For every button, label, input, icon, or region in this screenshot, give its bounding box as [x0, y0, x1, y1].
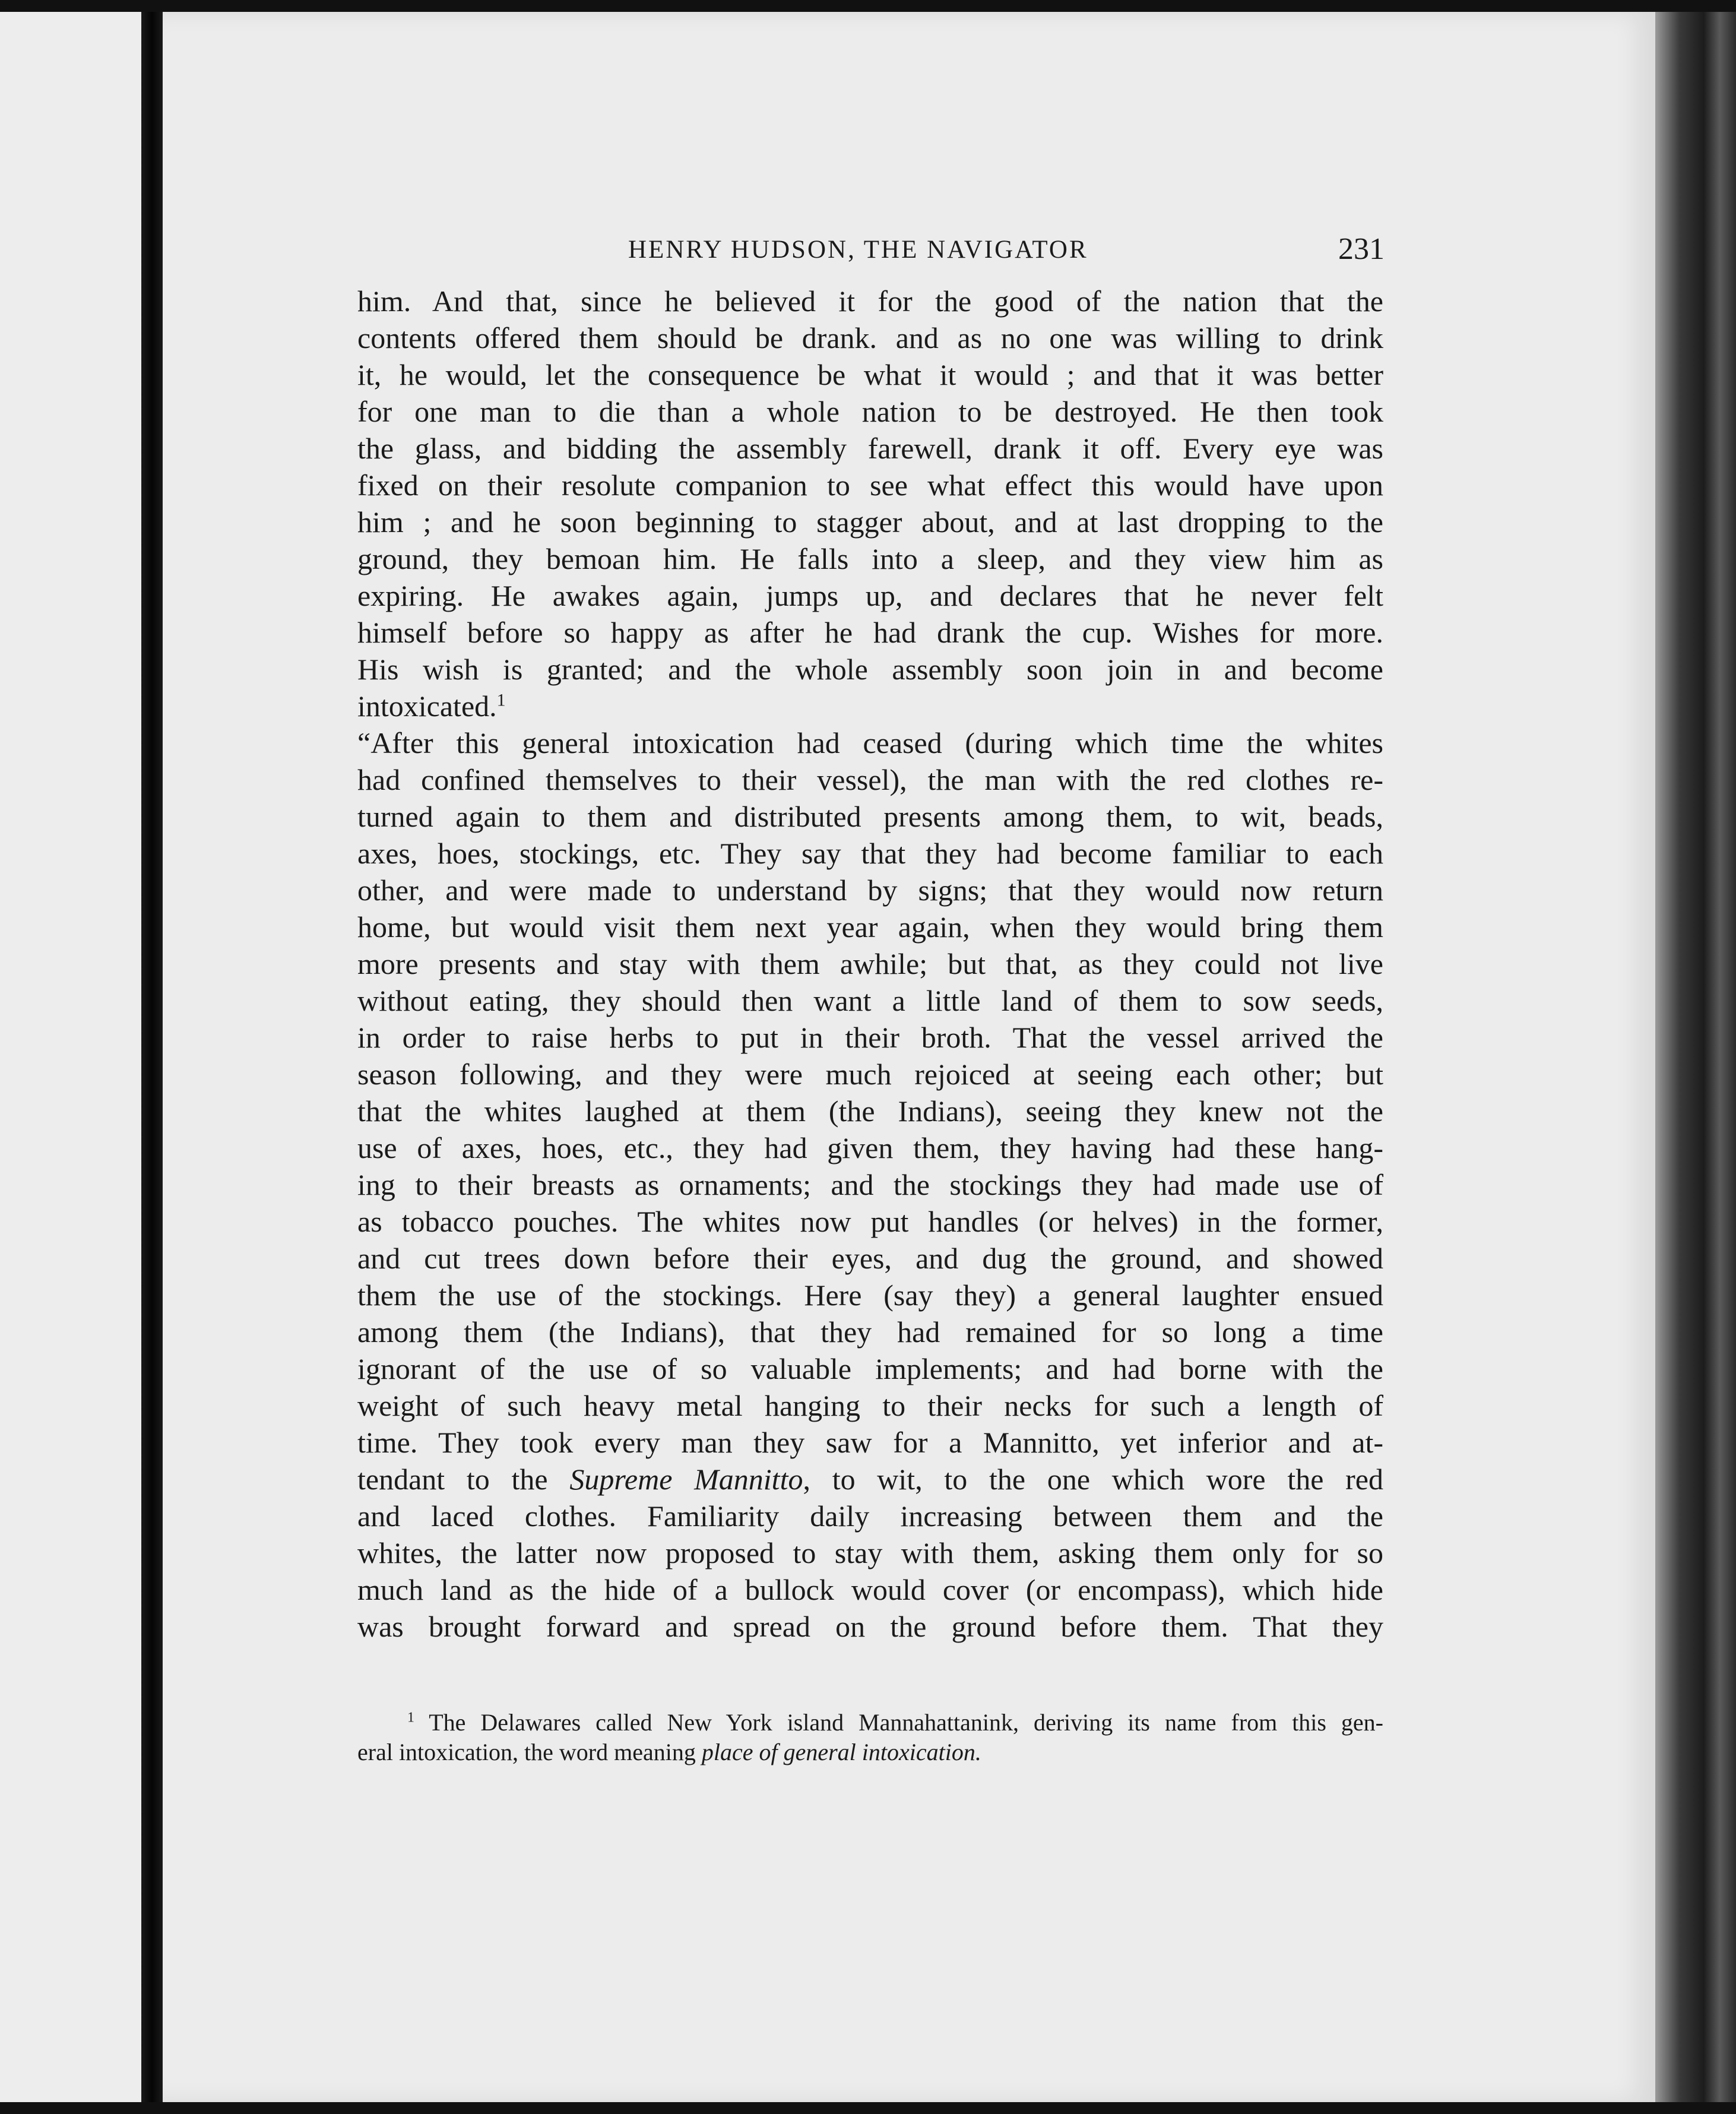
- text-line: ing to their breasts as ornaments; and the stockings they had made use of: [357, 1168, 1383, 1201]
- text-line: axes, hoes, stockings, etc. They say that they had become familiar to each: [357, 837, 1383, 870]
- text-line: them the use of the stockings. Here (say they) a general laughter ensued: [357, 1278, 1383, 1312]
- text-line: without eating, they should then want a little land of them to sow seeds,: [357, 984, 1383, 1017]
- text-line-with-italic: [357, 1461, 1383, 1498]
- footnote-text: The Delawares called New York island Mannahattanink, deriving its name from this gen-: [429, 1709, 1383, 1736]
- scan-bottom-border: [0, 2102, 1736, 2114]
- text-line: contents offered them should be drank. and as no one was willing to drink: [357, 321, 1383, 355]
- text-line: much land as the hide of a bullock would cover (or encompass), which hide: [357, 1573, 1383, 1606]
- text-line: fixed on their resolute companion to see what effect this would have upon: [357, 469, 1383, 502]
- facing-page-edge: [0, 12, 141, 2102]
- page-stack-edge: [1655, 12, 1736, 2102]
- text-line: him. And that, since he believed it for the good of the nation that the: [357, 284, 1383, 318]
- footnote-ref: 1: [496, 690, 506, 710]
- text-fragment: tendant to the: [357, 1463, 570, 1496]
- text-fragment: , to wit, to the one which wore the red: [803, 1463, 1383, 1496]
- text-line: turned again to them and distributed presents among them, to wit, beads,: [357, 800, 1383, 833]
- text-line: time. They took every man they saw for a Mannitto, yet inferior and at-: [357, 1426, 1383, 1459]
- italic-phrase: Supreme Mannitto: [569, 1463, 803, 1496]
- text-line: as tobacco pouches. The whites now put handles (or helves) in the former,: [357, 1205, 1383, 1238]
- footnote-line: [357, 1708, 1383, 1738]
- page-number: 231: [1338, 232, 1385, 266]
- text-line: “After this general intoxication had ceased (during which time the whites: [357, 726, 1383, 759]
- text-line: had confined themselves to their vessel), the man with the red clothes re-: [357, 763, 1383, 796]
- text-line: season following, and they were much rejoiced at seeing each other; but: [357, 1058, 1383, 1091]
- text-line: for one man to die than a whole nation to be destroyed. He then took: [357, 395, 1383, 428]
- text-line: him ; and he soon beginning to stagger about, and at last dropping to the: [357, 505, 1383, 539]
- text-line: that the whites laughed at them (the Indians), seeing they knew not the: [357, 1094, 1383, 1128]
- text-line: and laced clothes. Familiarity daily increasing between them and the: [357, 1499, 1383, 1533]
- text-line: in order to raise herbs to put in their broth. That the vessel arrived the: [357, 1021, 1383, 1054]
- footnote: [357, 1708, 1383, 1767]
- text-line: himself before so happy as after he had drank the cup. Wishes for more.: [357, 616, 1383, 649]
- running-header: HENRY HUDSON, THE NAVIGATOR: [628, 236, 1088, 264]
- text-line: home, but would visit them next year again, when they would bring them: [357, 910, 1383, 944]
- footnote-line: [357, 1738, 1383, 1767]
- text-line: was brought forward and spread on the ground before them. That they: [357, 1610, 1383, 1643]
- text-line: weight of such heavy metal hanging to their necks for such a length of: [357, 1389, 1383, 1422]
- text-fragment: intoxicated.: [357, 689, 497, 723]
- text-line: expiring. He awakes again, jumps up, and declares that he never felt: [357, 579, 1383, 612]
- text-line: among them (the Indians), that they had remained for so long a time: [357, 1315, 1383, 1349]
- text-line: ground, they bemoan him. He falls into a sleep, and they view him as: [357, 542, 1383, 575]
- scan-top-border: [0, 0, 1736, 12]
- text-line: it, he would, let the consequence be what it would ; and that it was better: [357, 358, 1383, 391]
- text-line: more presents and stay with them awhile; but that, as they could not live: [357, 947, 1383, 980]
- paragraph-end-line: [357, 688, 1383, 724]
- text-line: ignorant of the use of so valuable implements; and had borne with the: [357, 1352, 1383, 1385]
- text-line: other, and were made to understand by signs; that they would now return: [357, 874, 1383, 907]
- footnote-marker: 1: [407, 1710, 414, 1726]
- text-line: whites, the latter now proposed to stay with them, asking them only for so: [357, 1536, 1383, 1569]
- footnote-text: eral intoxication, the word meaning: [357, 1739, 702, 1765]
- book-gutter: [141, 12, 163, 2102]
- body-text: [357, 283, 1383, 1645]
- text-line: and cut trees down before their eyes, and dug the ground, and showed: [357, 1242, 1383, 1275]
- text-line: use of axes, hoes, etc., they had given them, they having had these hang-: [357, 1131, 1383, 1164]
- text-line: the glass, and bidding the assembly farewell, drank it off. Every eye was: [357, 432, 1383, 465]
- footnote-italic: place of general intoxication.: [701, 1739, 981, 1765]
- text-line: His wish is granted; and the whole assembly soon join in and become: [357, 653, 1383, 686]
